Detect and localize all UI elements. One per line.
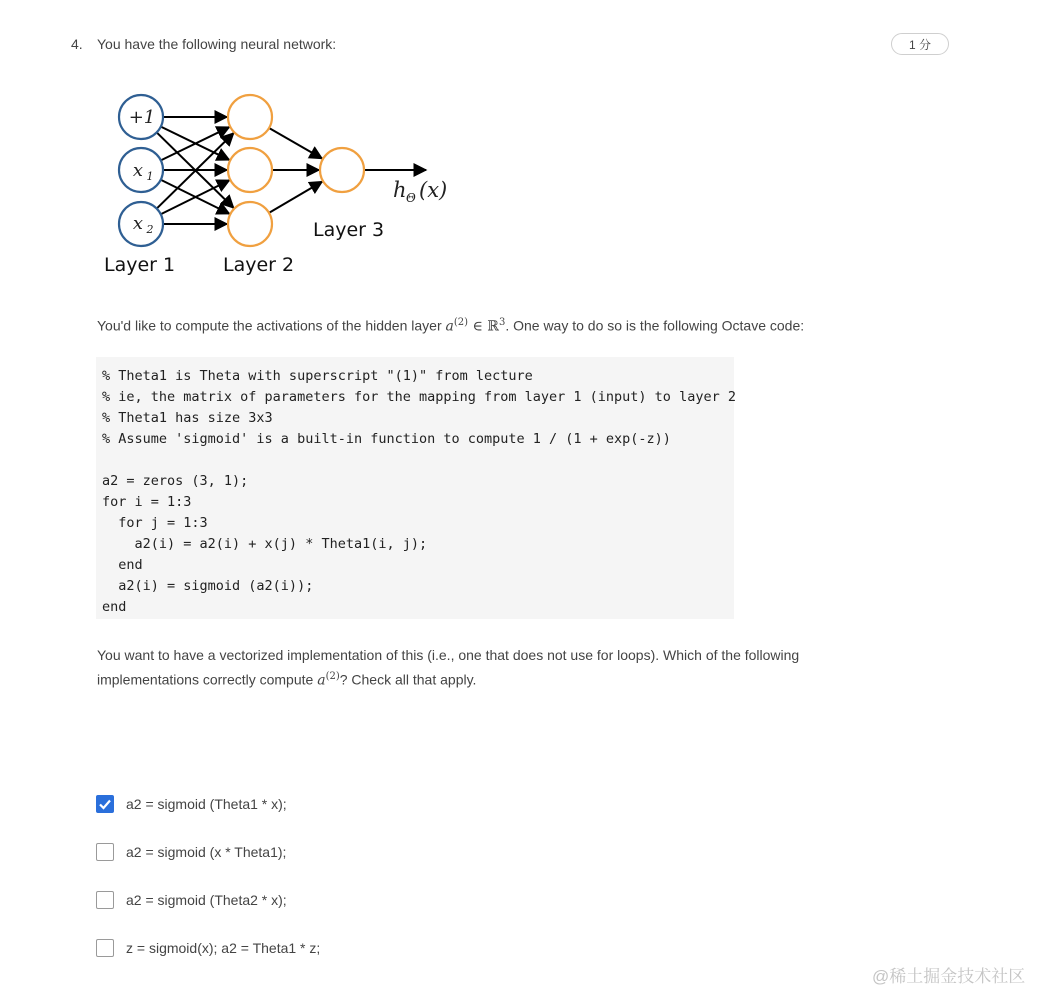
- code-line: a2 = zeros (3, 1);: [102, 473, 249, 489]
- hidden-node: [228, 95, 272, 139]
- checkbox[interactable]: [96, 891, 114, 909]
- edge-l2-l3: [269, 182, 322, 213]
- network-edges: [157, 117, 426, 224]
- node-label-x1: x: [132, 160, 144, 181]
- question-number: 4.: [71, 36, 83, 52]
- hidden-node: [228, 148, 272, 192]
- code-line: % Theta1 has size 3x3: [102, 410, 273, 426]
- code-line: a2(i) = a2(i) + x(j) * Theta1(i, j);: [102, 536, 428, 552]
- output-label: h: [393, 178, 407, 202]
- option-label: a2 = sigmoid (Theta1 * x);: [126, 796, 287, 812]
- answer-option-3[interactable]: [96, 891, 287, 909]
- code-line: for j = 1:3: [102, 515, 208, 531]
- octave-code-block: [96, 357, 734, 619]
- node-label-bias: +1: [128, 107, 156, 128]
- code-line: % Theta1 is Theta with superscript "(1)" from lecture: [102, 368, 533, 384]
- code-line: for i = 1:3: [102, 494, 192, 510]
- checkmark-icon: [98, 797, 112, 811]
- checkbox[interactable]: [96, 939, 114, 957]
- answer-option-1[interactable]: [96, 795, 287, 813]
- layer-1-label: Layer 1: [104, 254, 176, 276]
- hidden-node: [228, 202, 272, 246]
- code-line: [102, 450, 734, 471]
- output-label-sub: Θ: [406, 191, 416, 205]
- watermark: @稀土掘金技术社区: [872, 967, 1026, 986]
- answer-option-4[interactable]: [96, 939, 320, 957]
- edge-l2-l3: [269, 128, 322, 159]
- follow-up-text: You want to have a vectorized implementation of this (i.e., one that does not use for loops). Which of the following implementations correctly compute $a^{(2)}$? Check all that apply.: [97, 647, 800, 689]
- output-label-arg: (x): [419, 178, 448, 202]
- points-badge: 1 分: [891, 33, 949, 55]
- layer-3-label: Layer 3: [313, 219, 385, 241]
- code-line: end: [102, 557, 143, 573]
- code-line: % ie, the matrix of parameters for the mapping from layer 1 (input) to layer 2: [102, 389, 736, 405]
- node-label-x2: x: [132, 213, 144, 234]
- intro-text: You'd like to compute the activations of the hidden layer $a^{(2)}$ ∈ ℝ$^3$. One way to do so is the following Octave code:: [97, 317, 805, 335]
- code-line: end: [102, 599, 127, 615]
- option-label: a2 = sigmoid (x * Theta1);: [126, 844, 287, 860]
- option-label: z = sigmoid(x); a2 = Theta1 * z;: [126, 940, 321, 956]
- output-node: [320, 148, 364, 192]
- neural-network-diagram: [0, 0, 520, 290]
- answer-option-2[interactable]: [96, 843, 286, 861]
- question-prompt: You have the following neural network:: [97, 36, 337, 52]
- code-line: a2(i) = sigmoid (a2(i));: [102, 578, 314, 594]
- checkbox[interactable]: [96, 795, 114, 813]
- node-label-x1-sub: 1: [146, 170, 154, 183]
- option-label: a2 = sigmoid (Theta2 * x);: [126, 892, 287, 908]
- layer-2-label: Layer 2: [223, 254, 295, 276]
- checkbox[interactable]: [96, 843, 114, 861]
- code-line: % Assume 'sigmoid' is a built-in function to compute 1 / (1 + exp(-z)): [102, 431, 671, 447]
- node-label-x2-sub: 2: [146, 223, 154, 236]
